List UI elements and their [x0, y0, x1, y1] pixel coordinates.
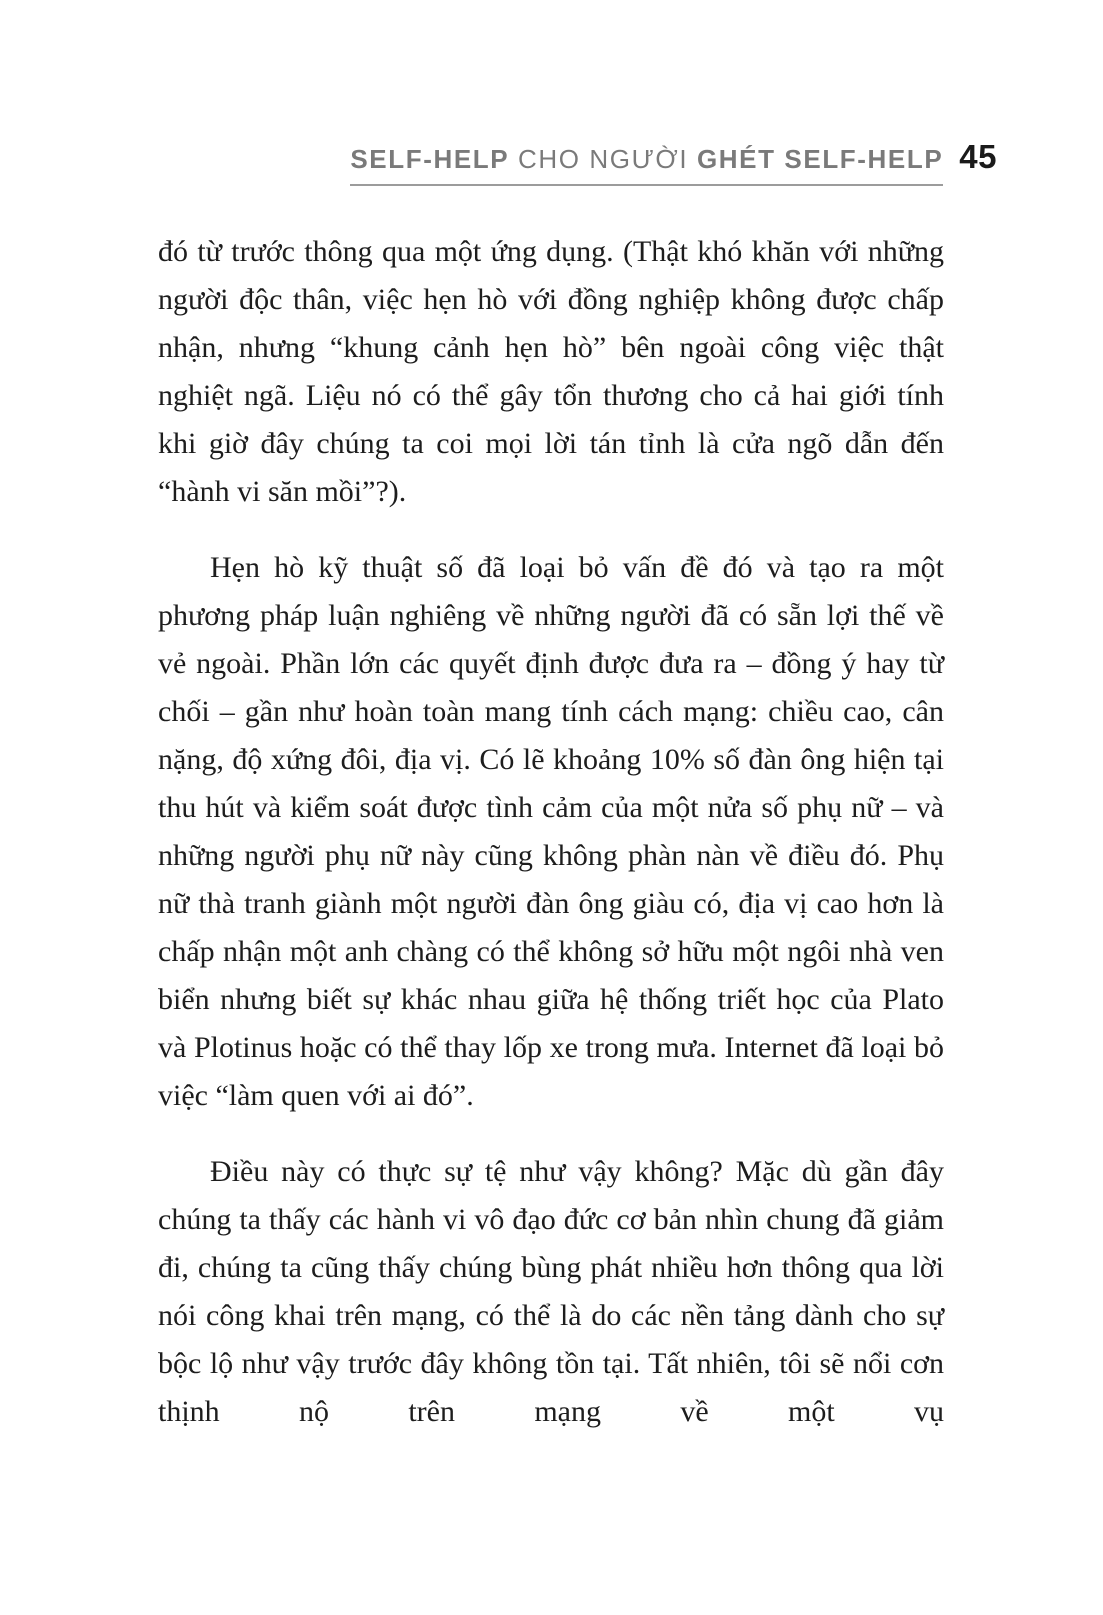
header-title-segment: GHÉT SELF-HELP [696, 144, 944, 174]
header-title-segment: SELF-HELP [350, 144, 510, 174]
page-number: 45 [959, 138, 997, 175]
paragraph: Điều này có thực sự tệ như vậy không? Mặc dù gần đây chúng ta thấy các hành vi vô đạo đức cơ bản nhìn chung đã giảm đi, chúng ta cũng thấy chúng bùng phát nhiều hơn thông qua lời nói công khai trên mạng, có thể là do các nền tảng dành cho sự bộc lộ như vậy trước đây không tồn tại. Tất nhiên, tôi sẽ nổi cơn thịnh nộ trên mạng về một vụ [158, 1155, 944, 1428]
running-header [0, 138, 1103, 186]
paragraph: Hẹn hò kỹ thuật số đã loại bỏ vấn đề đó và tạo ra một phương pháp luận nghiêng về những người đã có sẵn lợi thế về vẻ ngoài. Phần lớn các quyết định được đưa ra – đồng ý hay từ chối – gần như hoàn toàn mang tính cách mạng: chiều cao, cân nặng, độ xứng đôi, địa vị. Có lẽ khoảng 10% số đàn ông hiện tại thu hút và kiểm soát được tình cảm của một nửa số phụ nữ – và những người phụ nữ này cũng không phàn nàn về điều đó. Phụ nữ thà tranh giành một người đàn ông giàu có, địa vị cao hơn là chấp nhận một anh chàng có thể không sở hữu một ngôi nhà ven biển nhưng biết sự khác nhau giữa hệ thống triết học của Plato và Plotinus hoặc có thể thay lốp xe trong mưa. Internet đã loại bỏ việc “làm quen với ai đó”. [158, 551, 944, 1112]
body-text [158, 228, 944, 1464]
paragraph: đó từ trước thông qua một ứng dụng. (Thật khó khăn với những người độc thân, việc hẹn hò với đồng nghiệp không được chấp nhận, nhưng “khung cảnh hẹn hò” bên ngoài công việc thật nghiệt ngã. Liệu nó có thể gây tổn thương cho cả hai giới tính khi giờ đây chúng ta coi mọi lời tán tỉnh là cửa ngõ dẫn đến “hành vi săn mồi”?). [158, 235, 944, 508]
header-title-segment: CHO NGƯỜI [509, 144, 697, 174]
header-title [350, 144, 943, 186]
